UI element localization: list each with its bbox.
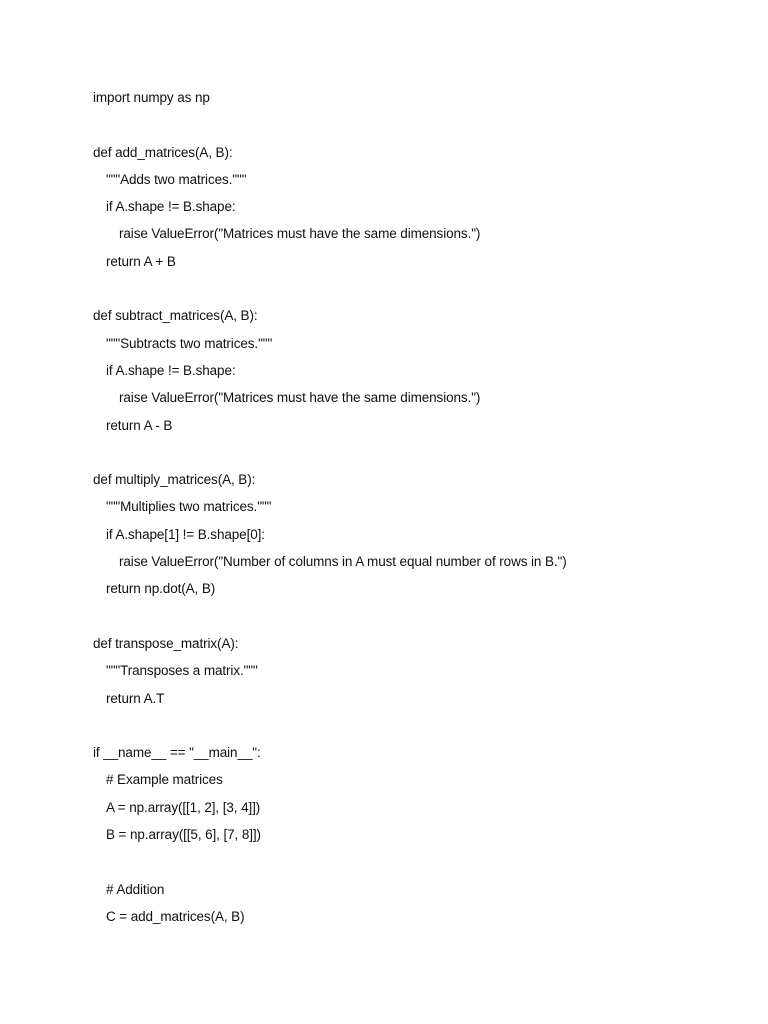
code-line: def multiply_matrices(A, B): bbox=[93, 472, 256, 488]
code-line: A = np.array([[1, 2], [3, 4]]) bbox=[106, 799, 261, 815]
code-line: raise ValueError("Matrices must have the same dimensions.") bbox=[119, 226, 481, 242]
code-line bbox=[93, 111, 733, 138]
code-line: B = np.array([[5, 6], [7, 8]]) bbox=[106, 827, 261, 843]
code-line: if A.shape != B.shape: bbox=[106, 362, 236, 378]
code-line: """Subtracts two matrices.""" bbox=[106, 335, 273, 351]
code-line: # Addition bbox=[106, 881, 165, 897]
code-line: C = add_matrices(A, B) bbox=[106, 908, 245, 924]
code-line bbox=[93, 603, 733, 630]
code-line bbox=[93, 848, 733, 875]
code-line: """Transposes a matrix.""" bbox=[106, 663, 258, 679]
code-line: import numpy as np bbox=[93, 90, 210, 105]
code-line: return A + B bbox=[106, 253, 176, 269]
code-line: return np.dot(A, B) bbox=[106, 581, 216, 597]
code-line: raise ValueError("Matrices must have the same dimensions.") bbox=[119, 390, 481, 406]
code-line: """Multiplies two matrices.""" bbox=[106, 499, 272, 515]
code-line: def subtract_matrices(A, B): bbox=[93, 308, 258, 324]
code-line bbox=[93, 712, 733, 739]
code-line: raise ValueError("Number of columns in A must equal number of rows in B.") bbox=[119, 554, 567, 570]
code-line: if A.shape != B.shape: bbox=[106, 199, 236, 215]
code-line: def transpose_matrix(A): bbox=[93, 635, 239, 651]
code-line: # Example matrices bbox=[106, 772, 223, 788]
code-line: return A.T bbox=[106, 690, 165, 706]
code-line: if __name__ == "__main__": bbox=[93, 745, 261, 761]
code-line bbox=[93, 439, 733, 466]
code-line bbox=[93, 275, 733, 302]
code-listing bbox=[93, 84, 733, 930]
code-line: if A.shape[1] != B.shape[0]: bbox=[106, 526, 265, 542]
code-line: return A - B bbox=[106, 417, 173, 433]
code-line: """Adds two matrices.""" bbox=[106, 171, 247, 187]
code-line: def add_matrices(A, B): bbox=[93, 144, 233, 160]
